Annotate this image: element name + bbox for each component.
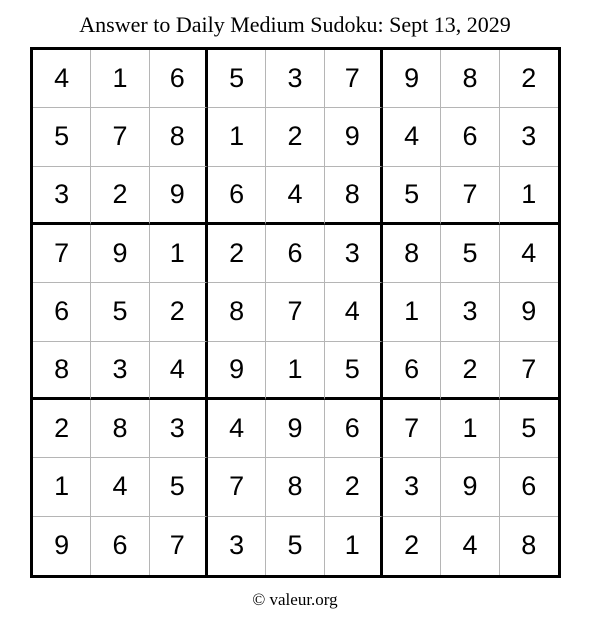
- sudoku-cell: 3: [91, 342, 149, 400]
- sudoku-cell: 2: [266, 108, 324, 166]
- copyright-footer: © valeur.org: [252, 590, 338, 609]
- sudoku-cell: 8: [521, 530, 537, 561]
- sudoku-cell: 5: [33, 108, 91, 166]
- sudoku-cell: 9: [91, 225, 149, 283]
- sudoku-cell: 2: [208, 225, 266, 283]
- sudoku-cell: 1: [208, 108, 266, 166]
- sudoku-cell: 6: [150, 50, 208, 108]
- sudoku-cell: 4: [208, 400, 266, 458]
- sudoku-cell: 4: [266, 167, 324, 225]
- sudoku-cell: 9: [150, 167, 208, 225]
- sudoku-cell: 2: [150, 283, 208, 341]
- sudoku-cell: 7: [325, 50, 383, 108]
- sudoku-cell: 7: [150, 517, 208, 575]
- sudoku-cell: 1: [33, 458, 91, 516]
- sudoku-cell: 2: [325, 458, 383, 516]
- sudoku-cell: 3: [150, 400, 208, 458]
- sudoku-cell: 8: [33, 342, 91, 400]
- sudoku-cell: 4: [325, 283, 383, 341]
- sudoku-cell: 7: [441, 167, 499, 225]
- sudoku-cell: 4: [33, 50, 91, 108]
- sudoku-cell: 7: [208, 458, 266, 516]
- sudoku-cell: 9: [441, 458, 499, 516]
- sudoku-cell: 8: [441, 50, 499, 108]
- sudoku-cell: 6: [500, 458, 558, 516]
- sudoku-cell: 1: [500, 167, 558, 225]
- sudoku-cell: 3: [325, 225, 383, 283]
- sudoku-cell: 7: [33, 225, 91, 283]
- sudoku-cell: 2: [441, 342, 499, 400]
- sudoku-cell: 6: [208, 167, 266, 225]
- sudoku-cell: 6: [266, 225, 324, 283]
- sudoku-cell: 2: [500, 50, 558, 108]
- sudoku-cell: 6: [383, 342, 441, 400]
- sudoku-cell: 6: [325, 400, 383, 458]
- sudoku-cell: 5: [208, 50, 266, 108]
- sudoku-cell: 7: [91, 108, 149, 166]
- sudoku-cell: 1: [91, 50, 149, 108]
- sudoku-board: [30, 47, 561, 578]
- sudoku-cell: 5: [441, 225, 499, 283]
- sudoku-cell: 2: [33, 400, 91, 458]
- sudoku-cell: 9: [383, 50, 441, 108]
- sudoku-cell: 1: [325, 517, 383, 575]
- sudoku-cell: 4: [441, 517, 499, 575]
- sudoku-cell: 1: [441, 400, 499, 458]
- sudoku-cell: 9: [208, 342, 266, 400]
- sudoku-cell: 3: [208, 517, 266, 575]
- sudoku-cell: 9: [325, 108, 383, 166]
- sudoku-cell: 8: [91, 400, 149, 458]
- sudoku-cell: 8: [383, 225, 441, 283]
- sudoku-cell: 3: [500, 108, 558, 166]
- sudoku-cell: 1: [266, 342, 324, 400]
- sudoku-cell: 2: [383, 517, 441, 575]
- sudoku-cell: 7: [383, 400, 441, 458]
- sudoku-cell: 5: [325, 342, 383, 400]
- sudoku-cell: 6: [91, 517, 149, 575]
- sudoku-cell: 9: [266, 400, 324, 458]
- sudoku-cell: 3: [441, 283, 499, 341]
- sudoku-cell: 7: [266, 283, 324, 341]
- sudoku-cell: 4: [383, 108, 441, 166]
- sudoku-cell: 8: [266, 458, 324, 516]
- sudoku-cell: 9: [500, 283, 558, 341]
- sudoku-cell: 5: [383, 167, 441, 225]
- sudoku-cell: 2: [91, 167, 149, 225]
- sudoku-cell: 4: [500, 225, 558, 283]
- sudoku-cell: 5: [266, 517, 324, 575]
- sudoku-cell: 5: [150, 458, 208, 516]
- sudoku-cell: 6: [33, 283, 91, 341]
- sudoku-cell: 5: [91, 283, 149, 341]
- sudoku-cell: 7: [500, 342, 558, 400]
- sudoku-cell: 6: [441, 108, 499, 166]
- sudoku-cell: 4: [91, 458, 149, 516]
- puzzle-title: Answer to Daily Medium Sudoku: Sept 13, 2029: [79, 12, 511, 37]
- sudoku-cell: 8: [325, 167, 383, 225]
- sudoku-cell: 8: [208, 283, 266, 341]
- sudoku-cell: 8: [150, 108, 208, 166]
- sudoku-cell: 3: [383, 458, 441, 516]
- sudoku-cell: 5: [500, 400, 558, 458]
- sudoku-cell: 3: [266, 50, 324, 108]
- sudoku-cell: 1: [150, 225, 208, 283]
- sudoku-cell: 1: [383, 283, 441, 341]
- sudoku-cell: 3: [33, 167, 91, 225]
- sudoku-cell: 4: [150, 342, 208, 400]
- sudoku-cell: 9: [33, 517, 91, 575]
